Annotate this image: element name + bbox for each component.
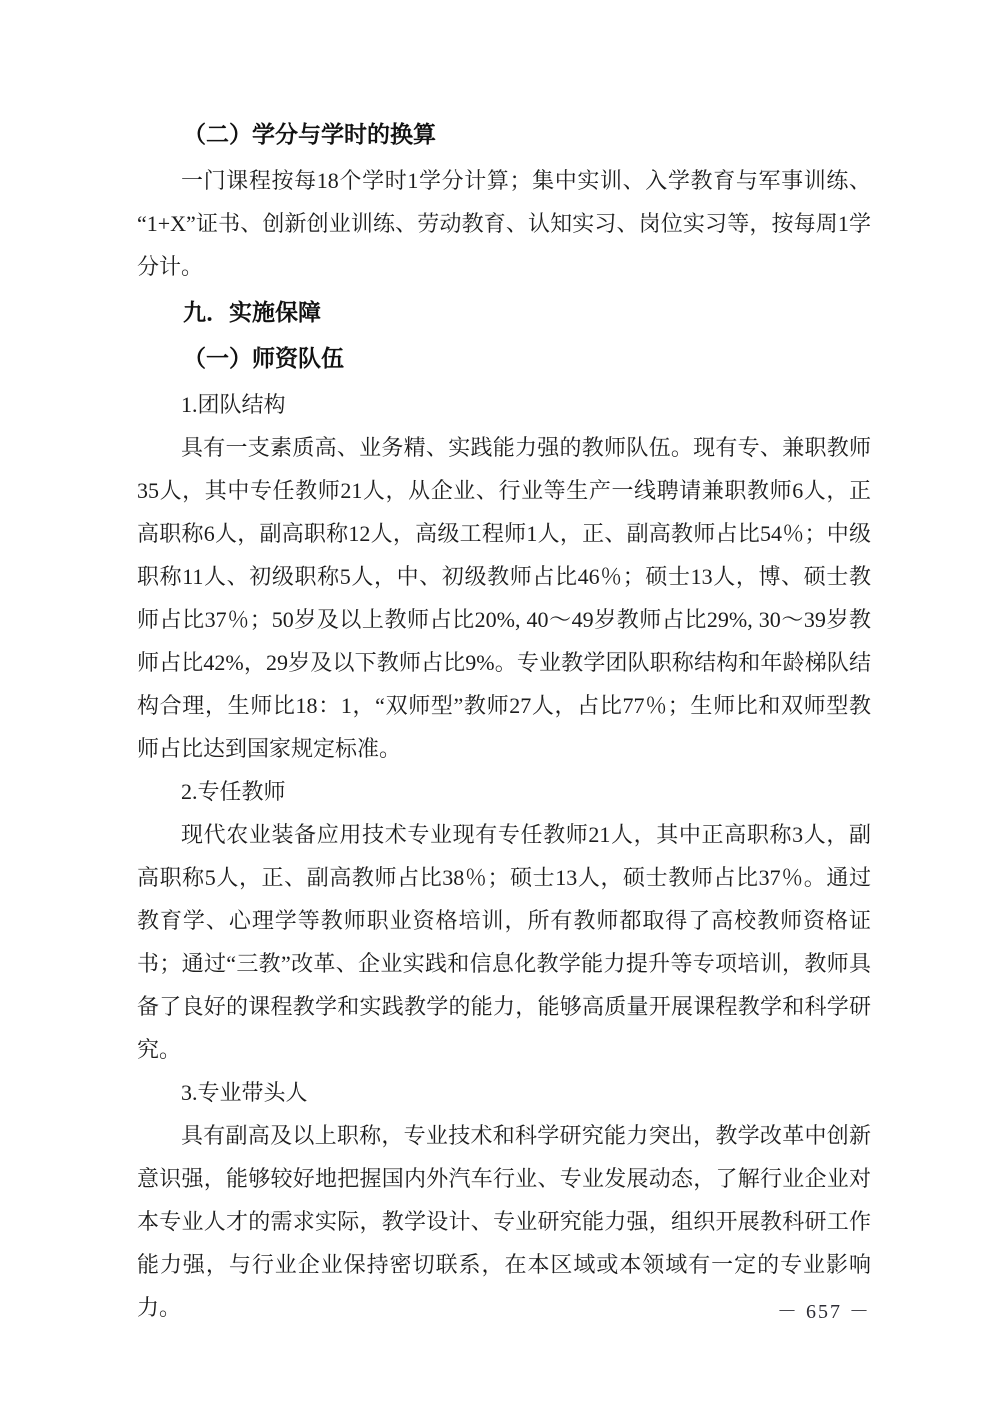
paragraph-program-leader: 具有副高及以上职称，专业技术和科学研究能力突出，教学改革中创新意识强，能够较好地把握国内外汽车行业、专业发展动态，了解行业企业对本专业人才的需求实际，教学设计、专业研究能力强，组织开展教科研工作能力强，与行业企业保持密切联系，在本区域或本领域有一定的专业影响力。: [137, 1123, 871, 1320]
subsection-heading-team-structure: 1.团队结构: [181, 392, 286, 417]
page-number: － 657 －: [777, 1301, 871, 1323]
subsection-heading-program-leader: 3.专业带头人: [181, 1080, 308, 1105]
subsection-heading-fulltime-teachers: 2.专任教师: [181, 779, 286, 804]
section-heading-credit-hour-conversion: （二）学分与学时的换算: [183, 121, 436, 147]
chapter-heading-implementation-guarantee: 九．实施保障: [183, 299, 321, 325]
paragraph-team-structure: 具有一支素质高、业务精、实践能力强的教师队伍。现有专、兼职教师35人，其中专任教师21人，从企业、行业等生产一线聘请兼职教师6人，正高职称6人，副高职称12人，高级工程师1人，正、副高教师占比54％；中级职称11人、初级职称5人，中、初级教师占比46％；硕士13人，博、硕士教师占比37％；50岁及以上教师占比20%, 40～49岁教师占比29%, 30～39岁教师占比42%，29岁及以下教师占比9%。专业教学团队职称结构和年龄梯队结构合理，生师比18：1，“双师型”教师27人，占比77％；生师比和双师型教师占比达到国家规定标准。: [137, 435, 871, 761]
paragraph-credit-hour-conversion: 一门课程按每18个学时1学分计算；集中实训、入学教育与军事训练、“1+X”证书、创新创业训练、劳动教育、认知实习、岗位实习等，按每周1学分计。: [137, 168, 871, 279]
paragraph-fulltime-teachers: 现代农业装备应用技术专业现有专任教师21人，其中正高职称3人，副高职称5人，正、副高教师占比38％；硕士13人，硕士教师占比37％。通过教育学、心理学等教师职业资格培训，所有教师都取得了高校教师资格证书；通过“三教”改革、企业实践和信息化教学能力提升等专项培训，教师具备了良好的课程教学和实践教学的能力，能够高质量开展课程教学和科学研究。: [137, 822, 871, 1062]
document-body: [137, 110, 871, 1329]
section-heading-teaching-staff: （一）师资队伍: [183, 345, 344, 371]
